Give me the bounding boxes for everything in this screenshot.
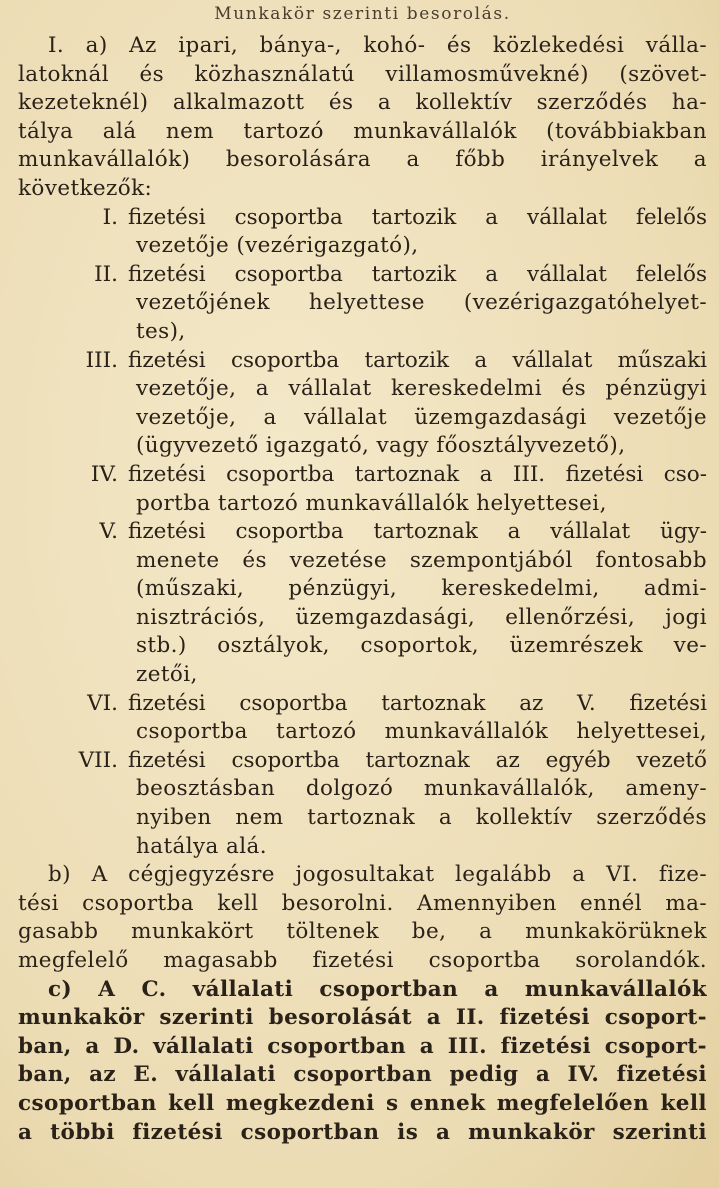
text-line: stb.) osztályok, csoportok, üzemrészek ve- xyxy=(136,633,707,659)
text-line: csoportba tartozó munkavállalók helyettesei, xyxy=(136,719,707,745)
text-line: (ügyvezető igazgató, vagy főosztályvezető), xyxy=(136,433,626,459)
text-line: fizetési csoportba tartozik a vállalat felelős xyxy=(128,261,707,287)
text-line: b) A cégjegyzésre jogosultakat legalább a VI. fize- xyxy=(48,862,707,888)
list-item xyxy=(18,690,707,719)
text-line: vezetőjének helyettese (vezérigazgatóhelyet- xyxy=(136,290,707,316)
group-number: II. xyxy=(94,261,118,287)
text-line: fizetési csoportba tartozik a vállalat műszaki xyxy=(128,347,707,373)
text-line: latoknál és közhasználatú villamosművekné) (szövet- xyxy=(18,61,707,87)
text-line: hatálya alá. xyxy=(136,833,267,859)
text-line: megfelelő magasabb fizetési csoportba sorolandók. xyxy=(18,948,707,973)
paragraph-c xyxy=(18,976,707,1148)
text-line: kezeteknél) alkalmazott és a kollektív szerződés ha- xyxy=(18,90,707,116)
group-number: III. xyxy=(85,347,118,373)
pay-group-list xyxy=(18,204,707,862)
text-line: fizetési csoportba tartoznak a vállalat ügy- xyxy=(128,519,707,545)
text-line: tési csoportba kell besorolni. Amennyiben ennél ma- xyxy=(18,890,707,916)
text-line: zetői, xyxy=(136,662,198,688)
group-number: I. xyxy=(102,204,118,230)
list-item xyxy=(18,347,707,376)
group-number: IV. xyxy=(90,461,118,487)
text-line: c) A C. vállalati csoportban a munkavállalók xyxy=(48,976,707,1002)
text-line: vezetője (vezérigazgató), xyxy=(136,233,419,259)
list-item xyxy=(18,518,707,547)
list-item xyxy=(18,204,707,233)
text-line: fizetési csoportba tartoznak a III. fizetési cso- xyxy=(128,461,707,487)
list-item xyxy=(18,261,707,290)
text-line: csoportban kell megkezdeni s ennek megfelelően kell xyxy=(18,1090,707,1116)
text-line: nyiben nem tartoznak a kollektív szerződés xyxy=(136,805,707,831)
text-line: (műszaki, pénzügyi, kereskedelmi, admi- xyxy=(136,576,707,602)
text-line: vezetője, a vállalat kereskedelmi és pénzügyi xyxy=(136,376,707,402)
text-line: gasabb munkakört töltenek be, a munkakörüknek xyxy=(18,919,707,945)
text-line: fizetési csoportba tartozik a vállalat felelős xyxy=(128,204,707,230)
text-line: ban, az E. vállalati csoportban pedig a IV. fizetési xyxy=(18,1062,707,1088)
text-line: portba tartozó munkavállalók helyettesei, xyxy=(136,490,607,516)
section-heading: Munkakör szerinti besorolás. xyxy=(214,4,511,24)
text-line: munkakör szerinti besorolását a II. fizetési csoport- xyxy=(18,1005,707,1031)
text-line: tálya alá nem tartozó munkavállalók (továbbiakban xyxy=(18,118,707,144)
group-number: VI. xyxy=(87,690,118,716)
text-line: fizetési csoportba tartoznak az V. fizetési xyxy=(128,690,707,716)
text-line: következők: xyxy=(18,175,153,201)
group-number: V. xyxy=(99,519,118,545)
paragraph-b xyxy=(18,861,707,975)
text-line: nisztrációs, üzemgazdasági, ellenőrzési, jogi xyxy=(136,604,707,630)
text-line: a többi fizetési csoportban is a munkakör szerinti xyxy=(18,1119,707,1145)
list-item xyxy=(18,747,707,776)
list-item xyxy=(18,461,707,490)
group-number: VII. xyxy=(78,747,118,773)
text-line: fizetési csoportba tartoznak az egyéb vezető xyxy=(128,747,707,773)
text-line: I. a) Az ipari, bánya-, kohó- és közlekedési válla- xyxy=(48,33,707,58)
text-line: tes), xyxy=(136,318,186,344)
intro-paragraph xyxy=(18,32,707,204)
text-line: vezetője, a vállalat üzemgazdasági vezetője xyxy=(136,404,707,430)
text-line: menete és vezetése szempontjából fontosabb xyxy=(136,547,707,573)
text-line: ban, a D. vállalati csoportban a III. fizetési csoport- xyxy=(18,1033,707,1059)
text-line: munkavállalók) besorolására a főbb irányelvek a xyxy=(18,147,707,173)
text-line: beosztásban dolgozó munkavállalók, ameny- xyxy=(136,776,707,802)
